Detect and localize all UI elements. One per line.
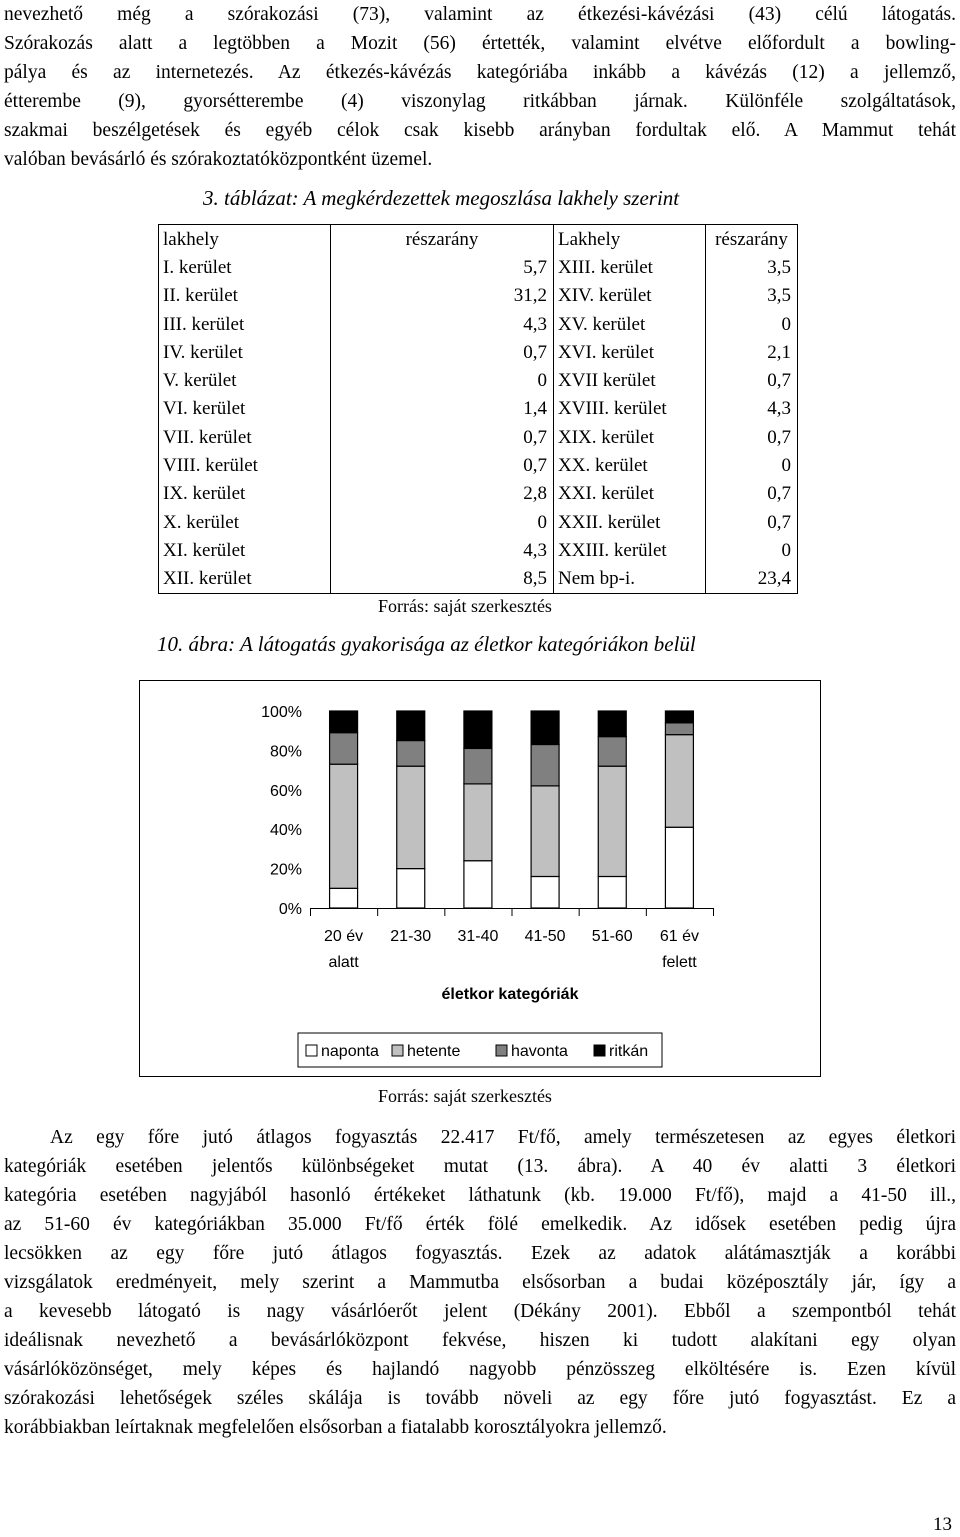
residence-table (158, 224, 798, 594)
text-line: nevezhető még a szórakozási (73), valamint az étkezési-kávézási (43) célú látogatás. (4, 4, 956, 25)
x-tick-label: 51-60 (591, 928, 633, 945)
text-line: korábbiakban leírtaknak megfelelően elsősorban a fiatalabb korosztályokra jellemző. (4, 1417, 667, 1438)
cell-reszarany-2: 4,3 (767, 398, 791, 420)
text-line: kategóriák esetében jelentős különbségeket mutat (13. ábra). A 40 év alatti 3 életkori (4, 1156, 956, 1177)
table-row (159, 310, 798, 338)
legend-label: hetente (407, 1043, 461, 1060)
cell-reszarany-2: 0,7 (767, 426, 791, 448)
cell-reszarany: 0,7 (331, 338, 554, 366)
cell-lakhely: XI. kerület (159, 536, 331, 564)
table-row (159, 480, 798, 508)
text-line: Szórakozás alatt a legtöbben a Mozit (56) értették, valamint elvétve előfordult a bowling- (4, 33, 956, 54)
cell-lakhely-2: XV. kerület (554, 310, 706, 338)
table-row (159, 282, 798, 310)
cell-lakhely-2: XVIII. kerület (554, 395, 706, 423)
bar-segment-ritkán (330, 711, 358, 733)
bar-segment-naponta (397, 869, 425, 908)
cell-lakhely: II. kerület (159, 282, 331, 310)
cell-reszarany: 4,3 (331, 310, 554, 338)
bar-segment-ritkán (397, 711, 425, 741)
column-header-lakhely: lakhely (159, 225, 331, 254)
cell-reszarany-2: 3,5 (767, 256, 791, 278)
cell-reszarany: 0,7 (331, 451, 554, 479)
text-line: ideálisnak nevezhető a bevásárlóközpont fekvése, hiszen ki tudott alakítani egy olyan (4, 1330, 956, 1351)
cell-lakhely-2: XVII kerület (554, 366, 706, 394)
bar-segment-hetente (397, 766, 425, 868)
legend-swatch (392, 1045, 403, 1056)
figure-caption: 10. ábra: A látogatás gyakorisága az életkor kategóriákon belül (157, 632, 696, 656)
cell-lakhely: III. kerület (159, 310, 331, 338)
column-header-reszarany: részarány (331, 225, 554, 254)
x-tick-label: alatt (328, 954, 359, 971)
bar-segment-naponta (598, 876, 626, 908)
y-tick-label: 40% (269, 822, 302, 840)
text-line: étterembe (9), gyorsétterembe (4) viszonylag ritkábban járnak. Különféle szolgáltatások, (4, 91, 956, 112)
bar-segment-havonta (531, 744, 559, 785)
cell-lakhely-2: XIII. kerület (554, 253, 706, 281)
legend-label: ritkán (609, 1043, 649, 1060)
intro-paragraph (4, 0, 956, 174)
cell-lakhely: IX. kerület (159, 480, 331, 508)
text-line: Az egy főre jutó átlagos fogyasztás 22.417 Ft/fő, amely természetesen az egyes életkori (50, 1127, 956, 1148)
text-line: valóban bevásárló és szórakoztatóközpontként üzemel. (4, 149, 433, 170)
x-tick-label: 41-50 (524, 928, 566, 945)
y-tick-label: 60% (269, 782, 302, 800)
column-header-reszarany-2: részarány (715, 228, 788, 250)
x-tick-label: felett (662, 954, 697, 971)
cell-reszarany-2: 0 (781, 455, 791, 477)
table-row (159, 565, 798, 594)
y-tick-label: 20% (269, 861, 302, 879)
cell-lakhely: XII. kerület (159, 565, 331, 594)
legend-label: naponta (321, 1043, 379, 1060)
bar-segment-hetente (330, 764, 358, 888)
table-row (159, 338, 798, 366)
table-row (159, 423, 798, 451)
bar-segment-ritkán (464, 711, 492, 748)
cell-reszarany: 5,7 (331, 253, 554, 281)
stacked-bar-chart (140, 681, 820, 1076)
bar-segment-havonta (598, 737, 626, 767)
table-row (159, 253, 798, 281)
text-line: lecsökken az egy főre jutó átlagos fogyasztás. Ezek az adatok alátámasztják a korábbi (4, 1243, 956, 1264)
cell-lakhely-2: XXII. kerület (554, 508, 706, 536)
cell-reszarany: 0 (331, 366, 554, 394)
cell-lakhely-2: XIV. kerület (554, 282, 706, 310)
bar-segment-hetente (598, 766, 626, 876)
cell-reszarany: 1,4 (331, 395, 554, 423)
bar-segment-naponta (531, 876, 559, 908)
cell-lakhely-2: XXIII. kerület (554, 536, 706, 564)
bar-segment-havonta (397, 741, 425, 767)
y-tick-label: 100% (261, 704, 302, 721)
y-tick-label: 0% (278, 901, 302, 918)
cell-lakhely-2: XXI. kerület (554, 480, 706, 508)
legend-swatch (594, 1045, 605, 1056)
cell-reszarany: 0 (331, 508, 554, 536)
bar-segment-havonta (464, 748, 492, 783)
cell-lakhely: I. kerület (159, 253, 331, 281)
table-header-row (159, 225, 798, 254)
text-line: vásárlóközönséget, mely képes és hajlandó nagyobb pénzösszeg elköltésére is. Ezen kívül (4, 1359, 956, 1380)
bar-segment-hetente (464, 784, 492, 861)
bar-segment-naponta (330, 888, 358, 908)
table-row (159, 395, 798, 423)
table-row (159, 536, 798, 564)
bar-segment-ritkán (665, 711, 693, 723)
x-tick-label: 61 év (659, 928, 699, 945)
bar-segment-hetente (665, 735, 693, 828)
text-line: vizsgálatok eredményeit, mely szerint a Mammutba elsősorban a budai középosztály jár, így a (4, 1272, 956, 1293)
cell-reszarany-2: 23,4 (757, 568, 791, 590)
cell-reszarany: 4,3 (331, 536, 554, 564)
cell-reszarany-2: 2,1 (767, 341, 791, 363)
cell-lakhely: VII. kerület (159, 423, 331, 451)
cell-lakhely-2: XX. kerület (554, 451, 706, 479)
bar-segment-havonta (330, 733, 358, 765)
page-number: 13 (933, 1514, 952, 1535)
table-row (159, 508, 798, 536)
table-source: Forrás: saját szerkesztés (378, 596, 552, 616)
cell-lakhely: V. kerület (159, 366, 331, 394)
bar-segment-havonta (665, 723, 693, 735)
cell-reszarany: 31,2 (331, 282, 554, 310)
text-line: a kevesebb látogató is nagy vásárlóerőt jelent (Dékány 2001). Ebből a szempontból tehát (4, 1301, 956, 1322)
chart-frame (139, 680, 821, 1077)
cell-reszarany: 0,7 (331, 423, 554, 451)
cell-reszarany-2: 0 (781, 313, 791, 335)
column-header-lakhely-2: Lakhely (554, 225, 706, 254)
cell-lakhely-2: XIX. kerület (554, 423, 706, 451)
cell-lakhely-2: XVI. kerület (554, 338, 706, 366)
cell-reszarany-2: 3,5 (767, 285, 791, 307)
y-tick-label: 80% (269, 743, 302, 761)
cell-lakhely: VI. kerület (159, 395, 331, 423)
text-line: szórakozási lehetőségek széles skálája is tovább növeli az egy főre jutó fogyasztást. Ez a (4, 1388, 956, 1409)
x-tick-label: 20 év (324, 928, 364, 945)
cell-reszarany-2: 0,7 (767, 483, 791, 505)
cell-lakhely: X. kerület (159, 508, 331, 536)
table-row (159, 451, 798, 479)
figure-source: Forrás: saját szerkesztés (378, 1086, 552, 1106)
bar-segment-hetente (531, 786, 559, 877)
cell-reszarany: 8,5 (331, 565, 554, 594)
bar-segment-naponta (665, 827, 693, 908)
body-paragraph (4, 1123, 956, 1442)
text-line: pálya és az internetezés. Az étkezés-kávézás kategóriába inkább a kávézás (12) a jellemző, (4, 62, 956, 83)
text-line: szakmai beszélgetések és egyéb célok csak kisebb arányban fordultak elő. A Mammut tehát (4, 120, 956, 141)
table-body (159, 253, 798, 593)
cell-lakhely: VIII. kerület (159, 451, 331, 479)
bar-segment-naponta (464, 861, 492, 908)
x-axis-title: életkor kategóriák (441, 986, 579, 1003)
text-line: kategória esetében nagyjából hasonló értékeket láthatunk (kb. 19.000 Ft/fő), majd a 41-50 ill., (4, 1185, 956, 1206)
cell-reszarany-2: 0,7 (767, 511, 791, 533)
table-caption: 3. táblázat: A megkérdezettek megoszlása lakhely szerint (203, 186, 680, 210)
legend-swatch (306, 1045, 317, 1056)
table-row (159, 366, 798, 394)
cell-reszarany-2: 0 (781, 539, 791, 561)
x-tick-label: 31-40 (457, 928, 499, 945)
cell-reszarany: 2,8 (331, 480, 554, 508)
legend-swatch (496, 1045, 507, 1056)
text-line: az 51-60 év kategóriákban 35.000 Ft/fő érték fölé emelkedik. Az idősek esetében pedig újra (4, 1214, 956, 1235)
bar-segment-ritkán (598, 711, 626, 737)
cell-reszarany-2: 0,7 (767, 370, 791, 392)
cell-lakhely: IV. kerület (159, 338, 331, 366)
cell-lakhely-2: Nem bp-i. (554, 565, 706, 594)
x-tick-label: 21-30 (390, 928, 432, 945)
bar-segment-ritkán (531, 711, 559, 744)
legend-label: havonta (511, 1043, 568, 1060)
